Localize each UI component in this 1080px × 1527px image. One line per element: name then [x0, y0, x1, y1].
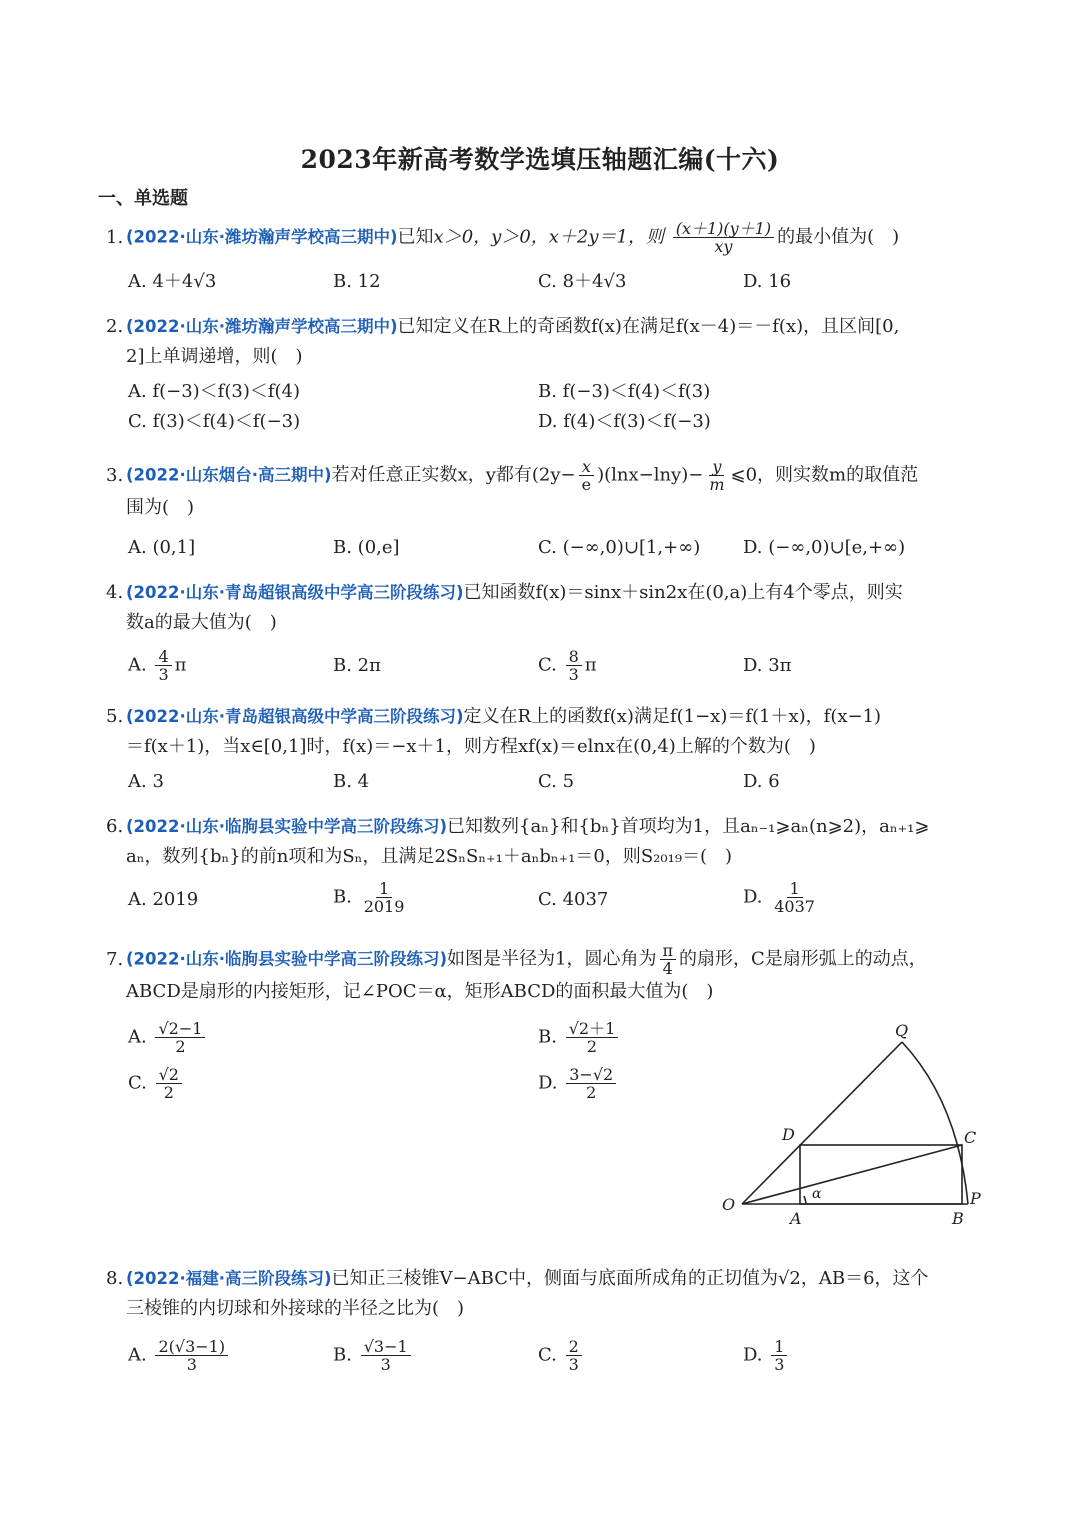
fraction-numerator: 8	[566, 648, 582, 666]
option-suffix: π	[584, 654, 597, 676]
question-source: (2022·山东·青岛超银高级中学高三阶段练习)	[126, 707, 464, 726]
question-text: ＝f(x＋1)，当x∈[0,1]时，f(x)＝−x＋1，则方程xf(x)＝elnx在(0,4)上解的个数为( )	[126, 736, 816, 757]
question-source: (2022·山东烟台·高三期中)	[126, 465, 332, 485]
option-a[interactable]: A. (0,1]	[128, 537, 196, 558]
question-3	[106, 458, 986, 523]
question-text: 已知定义在R上的奇函数f(x)在满足f(x－4)＝－f(x)，且区间[0,	[397, 316, 900, 337]
fraction	[660, 942, 677, 977]
option-a[interactable]	[128, 1338, 231, 1373]
question-math: )(lnx−lny)−	[597, 464, 704, 486]
question-text: 已知数列{aₙ}和{bₙ}首项均为1，且aₙ₋₁⩾aₙ(n⩾2)，aₙ₊₁⩾	[447, 816, 930, 837]
section-heading: 一、单选题	[98, 188, 188, 209]
option-c[interactable]	[538, 1338, 585, 1373]
segment-oc	[742, 1145, 962, 1204]
label-b: B	[952, 1209, 964, 1228]
option-b[interactable]: B. 12	[333, 271, 381, 292]
question-5	[106, 702, 986, 762]
option-label: D.	[538, 1072, 558, 1094]
option-label: B.	[333, 886, 352, 908]
option-label: D.	[743, 1344, 763, 1366]
fraction-denominator: 3	[158, 665, 169, 684]
fraction-denominator: 2	[175, 1037, 186, 1056]
fraction-denominator: 2	[586, 1083, 597, 1102]
question-4	[106, 578, 986, 638]
label-o: O	[722, 1195, 736, 1214]
question-text: 数a的最大值为( )	[126, 612, 277, 633]
figure-lines	[742, 1042, 968, 1204]
fraction	[156, 1066, 182, 1101]
fraction	[566, 1066, 616, 1101]
option-suffix: π	[174, 654, 187, 676]
question-number: 1.	[106, 226, 124, 248]
fraction-numerator: 1	[376, 880, 392, 898]
question-number: 4.	[106, 582, 124, 603]
fraction	[566, 1338, 582, 1373]
fraction	[673, 220, 774, 255]
option-label: B.	[538, 1026, 557, 1048]
option-label: C.	[128, 1072, 147, 1094]
fraction-numerator: √2＋1	[566, 1020, 619, 1038]
question-8	[106, 1264, 986, 1324]
question-text: 若对任意正实数x，y都有	[331, 464, 532, 486]
option-c[interactable]: C. 8＋4√3	[538, 271, 627, 292]
option-d[interactable]: D. 6	[743, 771, 780, 792]
option-c[interactable]: C. f(3)＜f(4)＜f(−3)	[128, 411, 301, 432]
option-a[interactable]: A. f(−3)＜f(3)＜f(4)	[128, 381, 301, 402]
fraction-denominator: 2019	[363, 897, 405, 916]
option-b[interactable]: B. (0,e]	[333, 537, 400, 558]
option-b[interactable]: B. 4	[333, 771, 370, 792]
option-c[interactable]: C. (−∞,0)∪[1,+∞)	[538, 537, 701, 558]
question-source: (2022·福建·高三阶段练习)	[126, 1269, 332, 1288]
option-b[interactable]	[333, 1338, 414, 1373]
question-source: (2022·山东·潍坊瀚声学校高三期中)	[126, 227, 398, 247]
fraction-numerator: √2−1	[155, 1020, 205, 1038]
question-text: ABCD是扇形的内接矩形，记∠POC＝α，矩形ABCD的面积最大值为( )	[126, 981, 714, 1002]
option-a[interactable]	[128, 1020, 208, 1055]
question-text: 三棱锥的内切球和外接球的半径之比为( )	[126, 1298, 465, 1319]
fraction-denominator: 3	[568, 665, 579, 684]
label-c: C	[964, 1128, 977, 1147]
question-text: 2]上单调递增，则( )	[126, 346, 303, 367]
fraction	[771, 1338, 787, 1373]
fraction	[566, 648, 582, 683]
question-source: (2022·山东·青岛超银高级中学高三阶段练习)	[126, 583, 464, 602]
question-number: 7.	[106, 948, 124, 970]
fraction-numerator: 2(√3−1)	[155, 1338, 228, 1356]
question-text: 如图是半径为1，圆心角为	[447, 948, 657, 970]
fraction	[706, 458, 727, 493]
fraction-denominator: m	[709, 475, 725, 494]
question-number: 3.	[106, 464, 124, 486]
fraction	[155, 1338, 228, 1373]
question-text: 已知	[397, 226, 434, 248]
question-text: aₙ，数列{bₙ}的前n项和为Sₙ，且满足2SₙSₙ₊₁＋aₙbₙ₊₁＝0，则S₂₀₁₉＝( )	[126, 846, 733, 867]
option-label: B.	[333, 1344, 352, 1366]
fraction-numerator: 3−√2	[566, 1066, 616, 1084]
fraction	[155, 1020, 205, 1055]
option-label: C.	[538, 1344, 557, 1366]
question-1	[106, 220, 986, 255]
fraction-numerator: x	[579, 458, 594, 476]
question-number: 6.	[106, 816, 124, 837]
fraction	[566, 1020, 619, 1055]
radius-oq	[742, 1042, 902, 1204]
fraction	[771, 880, 818, 915]
question-text: 已知正三棱锥V−ABC中，侧面与底面所成角的正切值为√2，AB＝6，这个	[331, 1268, 929, 1289]
option-d[interactable]	[538, 1066, 619, 1101]
fraction-denominator: xy	[714, 237, 733, 256]
question-text: 的最小值为( )	[777, 226, 900, 248]
question-text: 的扇形，C是扇形弧上的动点，	[679, 948, 927, 970]
option-label: D.	[743, 886, 763, 908]
fraction-denominator: 2	[163, 1083, 174, 1102]
option-c[interactable]: C. 4037	[538, 889, 609, 910]
fraction-denominator: 2	[586, 1037, 598, 1056]
fraction-numerator: π	[660, 942, 677, 960]
sector-figure	[712, 1012, 1002, 1240]
page-title: 2023年新高考数学选填压轴题汇编(十六)	[300, 145, 780, 174]
option-a[interactable]: A. 4＋4√3	[128, 271, 217, 292]
fraction-numerator: 1	[771, 1338, 787, 1356]
question-math: x＞0，y＞0，x＋2y＝1，则	[433, 226, 664, 248]
label-alpha: α	[812, 1186, 822, 1202]
question-6	[106, 812, 986, 872]
fraction-numerator: 4	[155, 648, 171, 666]
question-number: 2.	[106, 316, 124, 337]
fraction-numerator: 2	[566, 1338, 582, 1356]
fraction-numerator: y	[709, 458, 724, 476]
fraction	[361, 1338, 411, 1373]
angle-alpha-arc	[804, 1196, 806, 1204]
option-label: A.	[128, 1344, 147, 1366]
fraction-numerator: √3−1	[361, 1338, 411, 1356]
fraction-numerator: (x＋1)(y＋1)	[673, 220, 774, 238]
label-d: D	[782, 1125, 795, 1144]
option-b[interactable]	[333, 880, 410, 915]
fraction-denominator: 3	[568, 1355, 579, 1374]
option-d[interactable]	[743, 1338, 790, 1373]
label-a: A	[790, 1209, 802, 1228]
fraction-denominator: 4	[662, 959, 673, 978]
question-source: (2022·山东·临朐县实验中学高三阶段练习)	[126, 949, 448, 969]
option-d[interactable]: D. 16	[743, 271, 792, 292]
rectangle-abcd	[800, 1145, 962, 1204]
option-a[interactable]: A. 3	[128, 771, 164, 792]
fraction-numerator: √2	[156, 1066, 182, 1084]
option-b[interactable]: B. f(−3)＜f(4)＜f(3)	[538, 381, 711, 402]
fraction	[579, 458, 594, 493]
question-text: 定义在R上的函数f(x)满足f(1−x)＝f(1＋x)，f(x−1)	[463, 706, 882, 727]
fraction-denominator: e	[581, 475, 592, 494]
option-c[interactable]: C. 5	[538, 771, 575, 792]
question-text: 已知函数f(x)＝sinx＋sin2x在(0,a)上有4个零点，则实	[463, 582, 903, 603]
option-label: A.	[128, 654, 147, 676]
label-q: Q	[895, 1021, 909, 1040]
option-b[interactable]: B. 2π	[333, 655, 381, 676]
option-c[interactable]	[128, 1066, 185, 1101]
fraction	[155, 648, 171, 683]
option-d[interactable]	[743, 880, 821, 915]
option-d[interactable]: D. 3π	[743, 655, 792, 676]
question-text: ⩽0，则实数m的取值范	[730, 464, 919, 486]
question-source: (2022·山东·临朐县实验中学高三阶段练习)	[126, 817, 448, 836]
question-number: 5.	[106, 706, 124, 727]
option-a[interactable]	[128, 648, 187, 683]
question-source: (2022·山东·潍坊瀚声学校高三期中)	[126, 317, 398, 336]
question-number: 8.	[106, 1268, 124, 1289]
sector-arc	[902, 1042, 968, 1204]
option-a[interactable]: A. 2019	[128, 889, 199, 910]
option-b[interactable]	[538, 1020, 621, 1055]
question-2	[106, 312, 986, 372]
option-label: A.	[128, 1026, 147, 1048]
fraction-numerator: 1	[787, 880, 803, 898]
option-d[interactable]: D. f(4)＜f(3)＜f(−3)	[538, 411, 711, 432]
option-d[interactable]: D. (−∞,0)∪[e,+∞)	[743, 537, 906, 558]
question-7	[106, 942, 986, 1007]
question-text: 围为( )	[126, 497, 195, 518]
question-math: (2y−	[531, 464, 576, 486]
fraction-denominator: 4037	[774, 897, 815, 916]
fraction-denominator: 3	[774, 1355, 785, 1374]
option-label: C.	[538, 654, 557, 676]
fraction-denominator: 3	[186, 1355, 197, 1374]
fraction	[361, 880, 408, 915]
label-p: P	[970, 1189, 981, 1208]
option-c[interactable]	[538, 648, 597, 683]
fraction-denominator: 3	[380, 1355, 391, 1374]
